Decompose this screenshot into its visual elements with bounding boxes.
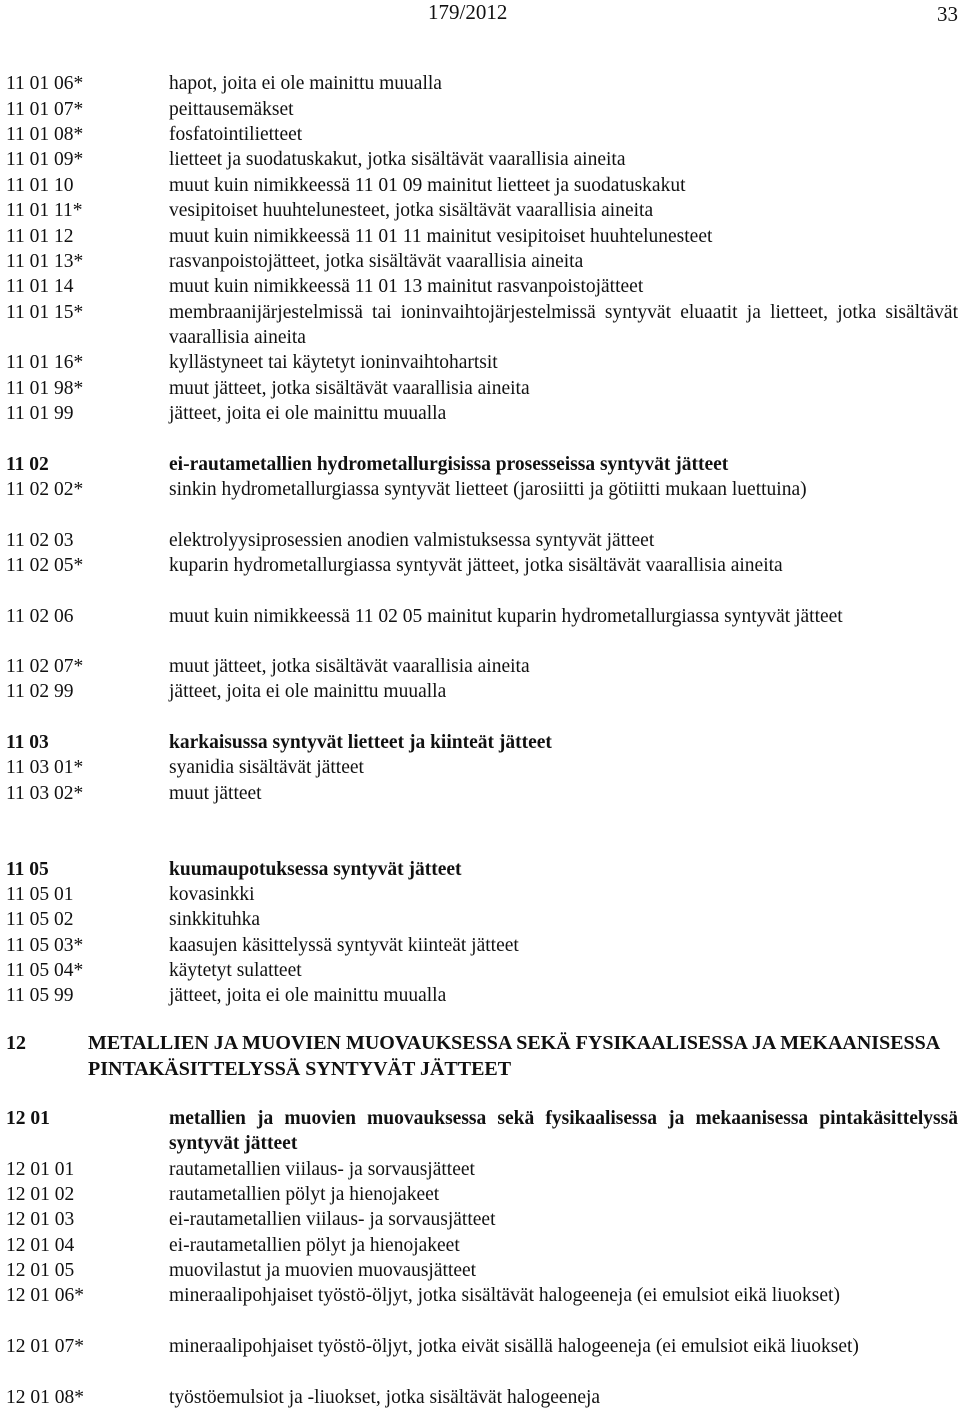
waste-description: mineraalipohjaiset työstö-öljyt, jotka eivät sisällä halogeeneja (ei emulsiot eikä liuokset) <box>169 1336 859 1357</box>
waste-description: kuumaupotuksessa syntyvät jätteet <box>169 859 462 880</box>
waste-description: muut jätteet, jotka sisältävät vaarallisia aineita <box>169 378 530 399</box>
waste-code: 12 01 01 <box>6 1159 75 1180</box>
waste-code: 12 01 03 <box>6 1209 75 1230</box>
waste-code: 11 01 98* <box>6 378 84 399</box>
waste-description: jätteet, joita ei ole mainittu muualla <box>169 681 447 702</box>
waste-code: 11 05 04* <box>6 960 84 981</box>
waste-description: membraanijärjestelmissä tai ioninvaihtojärjestelmissä syntyvät eluaatit ja lietteet, jotka sisältävät vaarallisia aineita <box>169 302 958 349</box>
waste-code: 12 01 05 <box>6 1260 75 1281</box>
waste-code: 11 01 12 <box>6 226 74 247</box>
journal-number: 179/2012 <box>428 0 508 24</box>
waste-code: 12 01 <box>6 1108 50 1129</box>
waste-code: 11 02 07* <box>6 656 84 677</box>
waste-code: 11 03 01* <box>6 757 84 778</box>
waste-description: vesipitoiset huuhtelunesteet, jotka sisältävät vaarallisia aineita <box>169 200 654 221</box>
waste-code: 11 01 16* <box>6 352 84 373</box>
waste-description: jätteet, joita ei ole mainittu muualla <box>169 985 447 1006</box>
waste-description: lietteet ja suodatuskakut, jotka sisältävät vaarallisia aineita <box>169 149 626 170</box>
waste-description: rautametallien pölyt ja hienojakeet <box>169 1184 440 1205</box>
waste-code: 11 01 10 <box>6 175 74 196</box>
waste-code: 11 02 06 <box>6 606 74 627</box>
waste-code: 11 02 <box>6 454 49 475</box>
waste-description: fosfatointilietteet <box>169 124 303 145</box>
waste-description: metallien ja muovien muovauksessa sekä fysikaalisessa ja mekaanisessa pintakäsittelyssä syntyvät jätteet <box>169 1108 958 1155</box>
waste-code: 11 01 07* <box>6 99 84 120</box>
waste-description: kaasujen käsittelyssä syntyvät kiinteät jätteet <box>169 935 519 956</box>
waste-code: 11 02 03 <box>6 530 74 551</box>
waste-description: sinkkituhka <box>169 909 260 930</box>
waste-description: ei-rautametallien viilaus- ja sorvausjätteet <box>169 1209 496 1230</box>
waste-code: 11 01 99 <box>6 403 74 424</box>
waste-description: rautametallien viilaus- ja sorvausjätteet <box>169 1159 475 1180</box>
page-header <box>0 0 960 30</box>
waste-code: 12 01 07* <box>6 1336 84 1357</box>
waste-description: muut jätteet <box>169 783 262 804</box>
waste-description: peittausemäkset <box>169 99 294 120</box>
waste-description: ei-rautametallien hydrometallurgisissa prosesseissa syntyvät jätteet <box>169 454 729 475</box>
waste-code: 11 01 09* <box>6 149 84 170</box>
waste-description: työstöemulsiot ja -liuokset, jotka sisältävät halogeeneja <box>169 1387 601 1408</box>
waste-code: 11 02 99 <box>6 681 74 702</box>
waste-code: 11 05 03* <box>6 935 84 956</box>
waste-code: 11 05 01 <box>6 884 74 905</box>
waste-code: 12 <box>6 1032 26 1054</box>
waste-description: syanidia sisältävät jätteet <box>169 757 364 778</box>
waste-description: kyllästyneet tai käytetyt ioninvaihtohartsit <box>169 352 498 373</box>
waste-code: 11 05 99 <box>6 985 74 1006</box>
waste-code: 11 01 15* <box>6 302 84 323</box>
waste-description: muut kuin nimikkeessä 11 01 13 mainitut rasvanpoistojätteet <box>169 276 644 297</box>
waste-code: 12 01 02 <box>6 1184 75 1205</box>
waste-code: 11 03 <box>6 732 49 753</box>
waste-description: muut kuin nimikkeessä 11 01 11 mainitut vesipitoiset huuhtelunesteet <box>169 226 713 247</box>
waste-description: sinkin hydrometallurgiassa syntyvät lietteet (jarosiitti ja götiitti mukaan luettuina) <box>169 479 807 500</box>
waste-code: 11 01 13* <box>6 251 84 272</box>
waste-code: 11 01 11* <box>6 200 83 221</box>
waste-description: muut kuin nimikkeessä 11 02 05 mainitut kuparin hydrometallurgiassa syntyvät jätteet <box>169 606 843 627</box>
waste-description: karkaisussa syntyvät lietteet ja kiinteät jätteet <box>169 732 552 753</box>
waste-code: 11 01 08* <box>6 124 84 145</box>
waste-code: 11 05 <box>6 859 49 880</box>
waste-code: 12 01 06* <box>6 1285 84 1306</box>
waste-description: rasvanpoistojätteet, jotka sisältävät vaarallisia aineita <box>169 251 584 272</box>
waste-description: muovilastut ja muovien muovausjätteet <box>169 1260 477 1281</box>
page-number: 33 <box>937 2 958 26</box>
waste-code: 12 01 08* <box>6 1387 84 1408</box>
waste-description: kuparin hydrometallurgiassa syntyvät jätteet, jotka sisältävät vaarallisia aineita <box>169 555 783 576</box>
waste-code: 11 02 02* <box>6 479 84 500</box>
waste-description: ei-rautametallien pölyt ja hienojakeet <box>169 1235 460 1256</box>
waste-description: muut kuin nimikkeessä 11 01 09 mainitut lietteet ja suodatuskakut <box>169 175 686 196</box>
waste-code: 11 05 02 <box>6 909 74 930</box>
waste-code: 11 01 14 <box>6 276 74 297</box>
waste-description: elektrolyysiprosessien anodien valmistuksessa syntyvät jätteet <box>169 530 655 551</box>
waste-description: käytetyt sulatteet <box>169 960 302 981</box>
waste-description: muut jätteet, jotka sisältävät vaarallisia aineita <box>169 656 530 677</box>
waste-code: 12 01 04 <box>6 1235 75 1256</box>
waste-description: jätteet, joita ei ole mainittu muualla <box>169 403 447 424</box>
waste-code: 11 02 05* <box>6 555 84 576</box>
waste-description: kovasinkki <box>169 884 255 905</box>
waste-code: 11 03 02* <box>6 783 84 804</box>
waste-description: mineraalipohjaiset työstö-öljyt, jotka sisältävät halogeeneja (ei emulsiot eikä liuokset) <box>169 1285 840 1306</box>
waste-code: 11 01 06* <box>6 73 84 94</box>
waste-description: METALLIEN JA MUOVIEN MUOVAUKSESSA SEKÄ FYSIKAALISESSA JA MEKAANISESSA PINTAKÄSITTELYSSÄ SYNTYVÄT JÄTTEET <box>88 1032 940 1080</box>
waste-description: hapot, joita ei ole mainittu muualla <box>169 73 442 94</box>
